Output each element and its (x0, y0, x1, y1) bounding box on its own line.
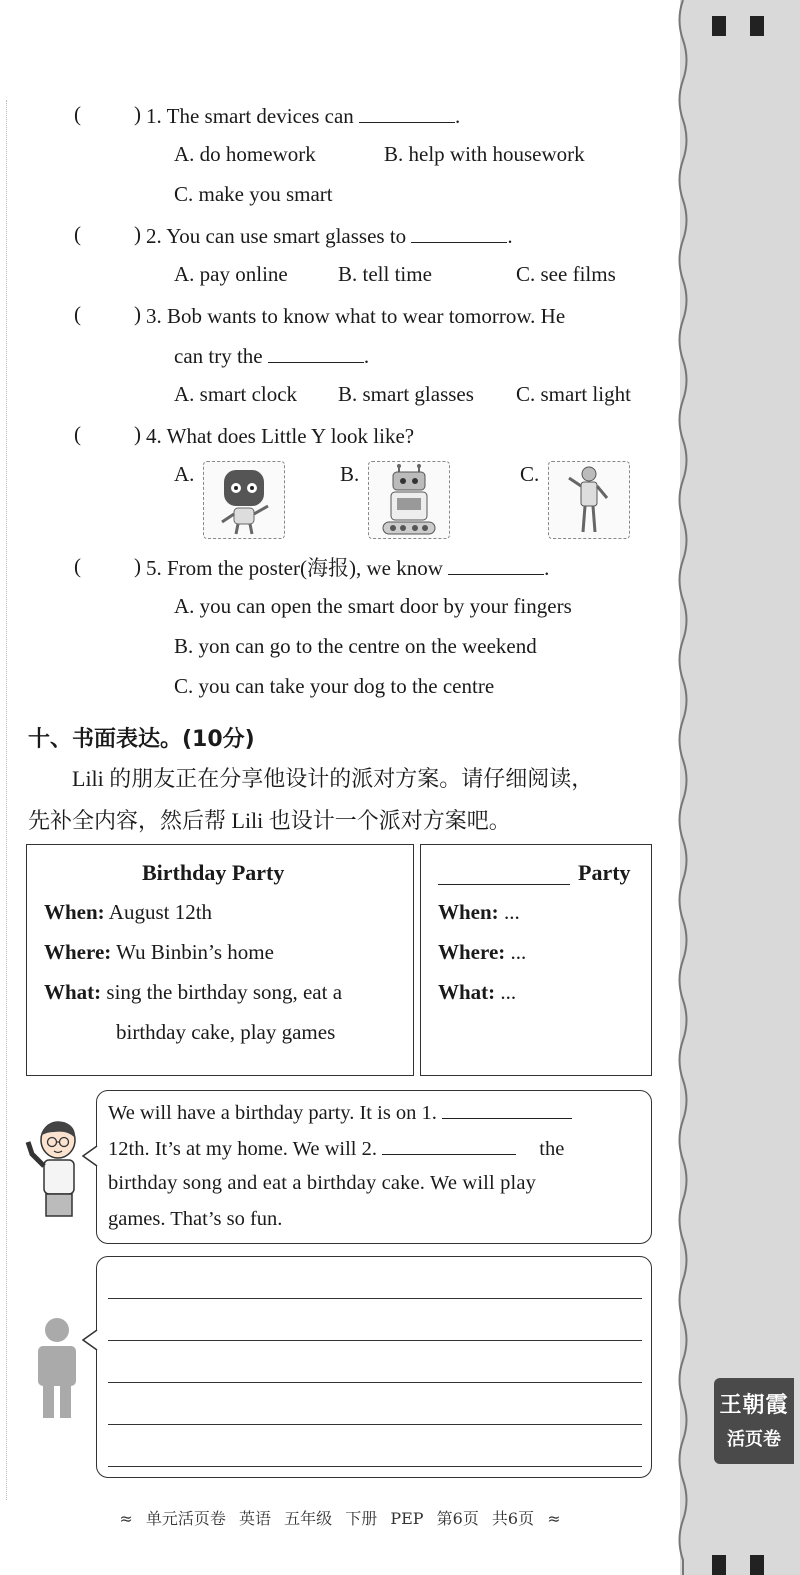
party-name-blank[interactable] (438, 866, 570, 885)
robot-image-c (548, 461, 630, 539)
option: C. smart light (516, 382, 631, 406)
footer-item: 英语 (239, 1509, 272, 1528)
binding-dotted-line (6, 100, 7, 1500)
your-where-value: ... (505, 940, 527, 964)
robot-image-a (203, 461, 285, 539)
brand-line1: 王朝霞 (719, 1393, 789, 1418)
option: C. make you smart (174, 182, 333, 206)
intro-line-1: Lili 的朋友正在分享他设计的派对方案。请仔细阅读， (72, 766, 594, 791)
bubble-tail (82, 1144, 98, 1168)
robot-b-icon (369, 462, 449, 538)
option: A. you can open the smart door by your fingers (174, 594, 572, 618)
robot-image-b (368, 461, 450, 539)
question-3 (146, 302, 565, 330)
answer-paren: ) (134, 422, 141, 446)
boy-avatar-icon (24, 1118, 86, 1222)
answer-paren: ) (134, 302, 141, 326)
answer-paren: ( (74, 302, 81, 326)
answer-paren: ) (134, 222, 141, 246)
answer-blank[interactable] (359, 104, 455, 123)
question-number: 5. (146, 556, 162, 580)
answer-paren: ( (74, 102, 81, 126)
your-plan-what (438, 980, 516, 1005)
bubble-line-1 (108, 1100, 572, 1125)
answer-blank-2[interactable] (382, 1136, 516, 1155)
margin-strip (680, 0, 800, 1575)
option: A. do homework (174, 142, 316, 166)
footer-item: 共6页 (491, 1509, 535, 1528)
your-where-label: Where: (438, 940, 506, 964)
question-end: . (544, 556, 550, 580)
writing-line[interactable] (108, 1340, 642, 1341)
bubble-line-4: games. That’s so fun. (108, 1208, 283, 1230)
writing-line[interactable] (108, 1424, 642, 1425)
answer-blank-1[interactable] (442, 1100, 572, 1119)
question-2 (146, 222, 513, 250)
answer-blank[interactable] (411, 224, 507, 243)
option: B. yon can go to the centre on the weekend (174, 634, 537, 658)
question-1 (146, 102, 460, 130)
writing-bubble (96, 1256, 652, 1478)
footer-item: PEP (390, 1509, 424, 1528)
brand-logo (714, 1378, 794, 1464)
strip-mark (712, 1555, 726, 1575)
option: C. (520, 462, 540, 486)
plan-what-cont: birthday cake, play games (116, 1020, 336, 1044)
question-4 (146, 422, 414, 450)
your-what-label: What: (438, 980, 496, 1004)
your-plan-when (438, 900, 520, 925)
your-plan-title: Party (578, 860, 631, 885)
plan-when-label: When: (44, 900, 105, 924)
footer-mark: ≈ (547, 1509, 561, 1528)
bubble-line-2 (108, 1136, 564, 1161)
intro-line-2: 先补全内容，然后帮 Lili 也设计一个派对方案吧。 (28, 808, 511, 833)
writing-line[interactable] (108, 1466, 642, 1467)
plan-where-value: Wu Binbin’s home (111, 940, 274, 964)
plan-where-label: Where: (44, 940, 112, 964)
question-end: . (363, 344, 370, 368)
question-number: 3. (146, 304, 162, 328)
your-when-label: When: (438, 900, 499, 924)
answer-blank[interactable] (448, 556, 544, 575)
robot-c-icon (549, 462, 629, 538)
answer-paren: ) (134, 554, 141, 578)
question-stem: The smart devices can (166, 104, 354, 128)
question-stem: You can use smart glasses to (166, 224, 407, 248)
answer-paren: ( (74, 554, 81, 578)
plan-what-label: What: (44, 980, 102, 1004)
footer-mark: ≈ (119, 1509, 133, 1528)
question-stem: can try the (174, 344, 263, 368)
option: B. (340, 462, 360, 486)
question-stem: Bob wants to know what to wear tomorrow. He (167, 304, 566, 328)
question-end: . (507, 224, 513, 248)
bubble-text: We will have a birthday party. It is on 1. (108, 1102, 437, 1124)
question-3-cont (174, 342, 369, 370)
bubble-tail (82, 1328, 98, 1352)
footer-item: 第6页 (436, 1509, 479, 1528)
option: C. you can take your dog to the centre (174, 674, 495, 698)
plan-where (44, 940, 274, 965)
option: A. smart clock (174, 382, 298, 406)
your-what-value: ... (495, 980, 517, 1004)
section-title: 十、书面表达。(10分) (28, 727, 255, 752)
robot-a-icon (204, 462, 284, 538)
plan-title: Birthday Party (142, 860, 285, 885)
question-number: 2. (146, 224, 162, 248)
option: B. help with housework (384, 142, 585, 166)
question-number: 1. (146, 104, 162, 128)
brand-line2: 活页卷 (727, 1429, 781, 1450)
person-silhouette-icon (34, 1318, 80, 1418)
answer-blank[interactable] (268, 344, 364, 363)
question-stem: From the poster(海报), we know (167, 556, 443, 580)
option: A. (174, 462, 195, 486)
footer-item: 下册 (345, 1509, 378, 1528)
question-stem: What does Little Y look like? (166, 424, 415, 448)
plan-when (44, 900, 212, 925)
your-plan-where (438, 940, 526, 965)
footer-item: 五年级 (284, 1509, 333, 1528)
option: B. tell time (338, 262, 432, 286)
question-number: 4. (146, 424, 162, 448)
writing-line[interactable] (108, 1298, 642, 1299)
strip-mark (750, 1555, 764, 1575)
page-footer (0, 1506, 680, 1529)
writing-line[interactable] (108, 1382, 642, 1383)
your-when-value: ... (498, 900, 520, 924)
plan-when-value: August 12th (104, 900, 213, 924)
bubble-text: the (539, 1138, 565, 1160)
option: C. see films (516, 262, 616, 286)
question-end: . (455, 104, 461, 128)
answer-paren: ) (134, 102, 141, 126)
bubble-text: 12th. It’s at my home. We will 2. (108, 1138, 378, 1160)
footer-item: 单元活页卷 (145, 1509, 226, 1528)
strip-mark (712, 16, 726, 36)
bubble-line-3: birthday song and eat a birthday cake. We will play (108, 1172, 537, 1194)
option: A. pay online (174, 262, 288, 286)
plan-what (44, 980, 342, 1005)
option: B. smart glasses (338, 382, 474, 406)
plan-what-value: sing the birthday song, eat a (101, 980, 343, 1004)
answer-paren: ( (74, 422, 81, 446)
strip-mark (750, 16, 764, 36)
question-5 (146, 554, 549, 582)
answer-paren: ( (74, 222, 81, 246)
wavy-edge (676, 0, 690, 1575)
